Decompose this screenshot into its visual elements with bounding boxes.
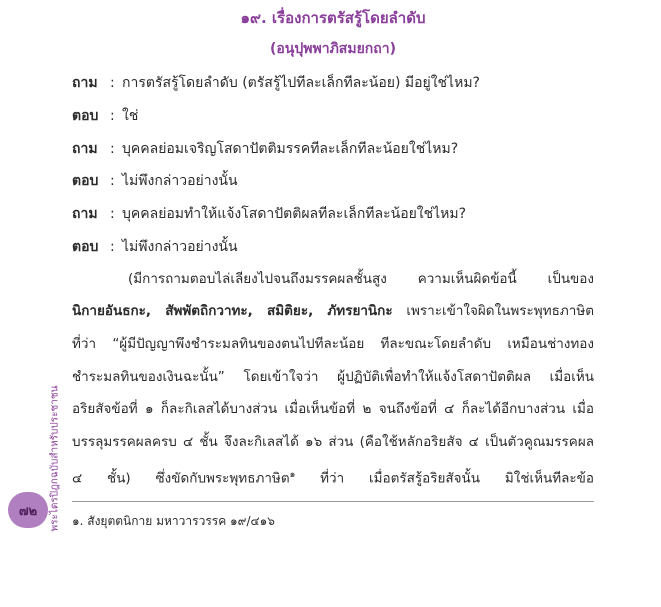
page-title: ๑๙. เรื่องการตรัสรู้โดยลำดับ (240, 9, 426, 27)
qa-colon: : (110, 239, 115, 255)
footnote: ๑. สังยุตตนิกาย มหาวารวรรค ๑๙/๔๑๖ (72, 514, 275, 528)
footnote-divider (72, 501, 594, 502)
qa-text: บุคคลย่อมทำให้แจ้งโสดาปัตติผลทีละเล็กทีละน้อยใช่ไหม? (122, 206, 467, 222)
qa-colon: : (110, 141, 115, 157)
qa-label: ตอบ (72, 173, 99, 189)
qa-row (72, 72, 480, 94)
qa-text: ใช่ (122, 108, 139, 124)
qa-row (72, 105, 138, 127)
qa-text: บุคคลย่อมเจริญโสดาปัตติมรรคทีละเล็กทีละน้อยใช่ไหม? (122, 141, 459, 157)
page-number: ๗๒ (18, 503, 38, 519)
qa-label: ตอบ (72, 239, 99, 255)
qa-text: ไม่พึงกล่าวอย่างนั้น (122, 173, 238, 189)
paragraph-line (72, 300, 594, 322)
qa-text: ไม่พึงกล่าวอย่างนั้น (122, 239, 238, 255)
footnote-marker: ๑ (289, 470, 296, 480)
paragraph-line: บรรลุมรรคผลครบ ๔ ชั้น จึงละกิเลสได้ ๑๖ ส่วน (คือใช้หลักอริยสัจ ๔ เป็นตัวคูณมรรคผล (72, 434, 594, 450)
qa-row (72, 203, 466, 225)
qa-label: ถาม (72, 75, 98, 91)
body-paragraph (72, 268, 594, 488)
paragraph-line: ที่ว่า “ผู้มีปัญญาพึงชำระมลทินของตนไปทีละน้อย ทีละขณะโดยลำดับ เหมือนช่างทอง (72, 336, 594, 352)
qa-row (72, 138, 458, 160)
paragraph-text: เพราะเข้าใจผิดในพระพุทธภาษิต (392, 303, 594, 319)
page-number-badge (8, 492, 48, 528)
sect-names: นิกายอันธกะ, สัพพัตถิกวาทะ, สมิติยะ, ภัทรยานิกะ (72, 303, 393, 319)
qa-row (72, 236, 238, 258)
qa-colon: : (110, 206, 115, 222)
qa-label: ตอบ (72, 108, 99, 124)
page-subtitle: (อนุปุพพาภิสมยกถา) (270, 41, 396, 57)
paragraph-line: อริยสัจข้อที่ ๑ ก็ละกิเลสได้บางส่วน เมื่อเห็นข้อที่ ๒ จนถึงข้อที่ ๔ ก็ละได้อีกบางส่วน เมื่อ (72, 401, 594, 417)
paragraph-line (72, 464, 594, 490)
qa-colon: : (110, 108, 115, 124)
qa-row (72, 170, 238, 192)
qa-colon: : (110, 173, 115, 189)
qa-label: ถาม (72, 141, 98, 157)
paragraph-line: ชำระมลทินของเงินฉะนั้น” โดยเข้าใจว่า ผู้ปฏิบัติเพื่อทำให้แจ้งโสดาปัตติผล เมื่อเห็น (72, 369, 594, 385)
paragraph-line: (มีการถามตอบไล่เลียงไปจนถึงมรรคผลชั้นสูง ความเห็นผิดข้อนี้ เป็นของ (128, 271, 594, 287)
qa-label: ถาม (72, 206, 98, 222)
paragraph-text: ที่ว่า เมื่อตรัสรู้อริยสัจนั้น มิใช่เห็นทีละข้อ (295, 470, 594, 487)
sidebar-title (47, 386, 63, 531)
sidebar-title-text: พระไตรปิฎกฉบับสำหรับประชาชน (49, 385, 61, 532)
qa-text: การตรัสรู้โดยลำดับ (ตรัสรู้ไปทีละเล็กทีละน้อย) มีอยู่ใช่ไหม? (122, 75, 480, 91)
qa-colon: : (110, 75, 115, 91)
paragraph-text: ๔ ชั้น) ซึ่งขัดกับพระพุทธภาษิต (72, 470, 290, 487)
